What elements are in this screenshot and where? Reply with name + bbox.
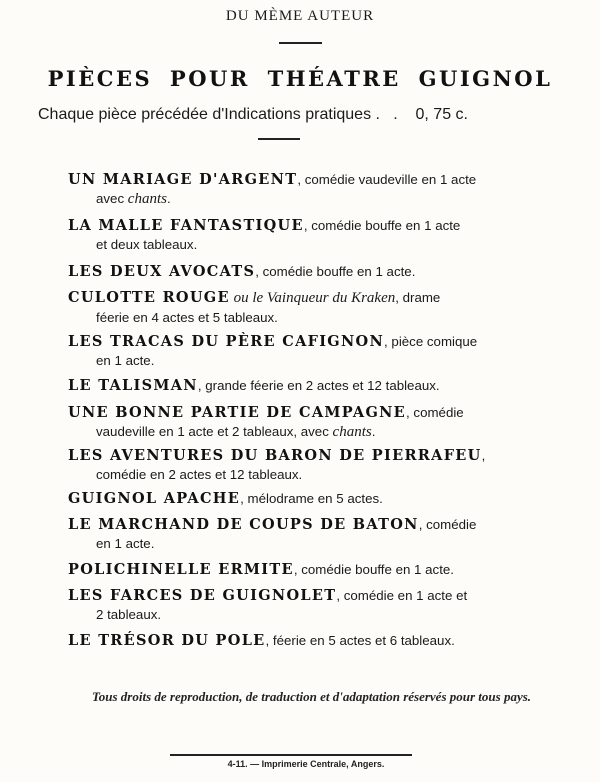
play-title: LE TRÉSOR DU POLE: [68, 632, 266, 649]
play-description: , comédie bouffe en 1 acte.: [293, 562, 454, 577]
play-title: LE MARCHAND DE COUPS DE BATON: [68, 516, 419, 533]
play-description-continued: comédie en 2 actes et 12 tableaux.: [96, 467, 303, 482]
text: .: [166, 191, 171, 206]
separator-rule: [279, 42, 322, 44]
play-title: LES FARCES DE GUIGNOLET: [68, 587, 337, 604]
play-title: LES DEUX AVOCATS: [68, 263, 256, 280]
play-description: , drame: [395, 290, 441, 305]
play-description: , comédie vaudeville en 1 acte: [297, 172, 477, 187]
play-description: , pièce comique: [384, 334, 478, 349]
play-description: , féerie en 5 actes et 6 tableaux.: [265, 633, 455, 648]
play-description-continued: [68, 189, 508, 209]
play-description-continued: féerie en 4 actes et 5 tableaux.: [96, 310, 278, 325]
play-subtitle: ou le Vainqueur du Kraken: [229, 290, 396, 306]
play-title: POLICHINELLE ERMITE: [68, 561, 294, 578]
list-item: [68, 403, 508, 442]
list-item: [68, 489, 508, 508]
list-item: [68, 288, 508, 327]
separator-rule: [258, 138, 300, 140]
page-title: PIÈCES POUR THÉATRE GUIGNOL: [47, 66, 553, 91]
play-description-continued: [68, 422, 508, 442]
play-description: , mélodrame en 5 actes.: [240, 491, 383, 506]
list-item: [68, 216, 508, 254]
play-title: GUIGNOL APACHE: [68, 490, 241, 507]
play-description: , comédie bouffe en 1 acte.: [255, 264, 416, 279]
text: avec: [96, 191, 128, 206]
play-description-continued: et deux tableaux.: [96, 237, 198, 252]
play-description: , comédie: [418, 517, 477, 532]
printer-imprint: 4-11. — Imprimerie Centrale, Angers.: [227, 759, 385, 769]
play-description-continued: en 1 acte.: [96, 353, 155, 368]
play-title: LES AVENTURES DU BARON DE PIERRAFEU: [68, 447, 482, 464]
italic-text: chants: [127, 191, 167, 207]
list-item: [68, 446, 508, 484]
italic-text: chants: [332, 424, 372, 440]
play-description: ,: [481, 448, 486, 463]
list-item: [68, 560, 508, 579]
play-title: LA MALLE FANTASTIQUE: [68, 217, 304, 234]
list-item: [68, 376, 508, 395]
list-item: [68, 586, 508, 624]
play-description: , comédie bouffe en 1 acte: [303, 218, 461, 233]
footer-rule: [170, 754, 412, 756]
author-line: DU MÈME AUTEUR: [225, 8, 375, 24]
play-description: , grande féerie en 2 actes et 12 tableaux.: [197, 378, 440, 393]
text: .: [371, 424, 376, 439]
play-title: CULOTTE ROUGE: [68, 289, 230, 306]
list-item: [68, 515, 508, 553]
play-title: LES TRACAS DU PÈRE CAFIGNON: [68, 333, 385, 350]
play-description-continued: 2 tableaux.: [96, 607, 162, 622]
rights-notice: Tous droits de reproduction, de traduction et d'adaptation réservés pour tous pays.: [92, 689, 532, 704]
play-title: UNE BONNE PARTIE DE CAMPAGNE: [68, 404, 407, 421]
list-item: [68, 262, 508, 281]
list-item: [68, 332, 508, 370]
play-description: , comédie: [406, 405, 464, 420]
list-item: [68, 170, 508, 209]
list-item: [68, 631, 508, 650]
play-title: LE TALISMAN: [68, 377, 198, 394]
play-description-continued: en 1 acte.: [96, 536, 155, 551]
play-title: UN MARIAGE D'ARGENT: [68, 171, 298, 188]
play-description: , comédie en 1 acte et: [336, 588, 468, 603]
price-subtitle: Chaque pièce précédée d'Indications pratiques . . 0, 75 c.: [38, 106, 468, 123]
text: vaudeville en 1 acte et 2 tableaux, avec: [96, 424, 333, 439]
